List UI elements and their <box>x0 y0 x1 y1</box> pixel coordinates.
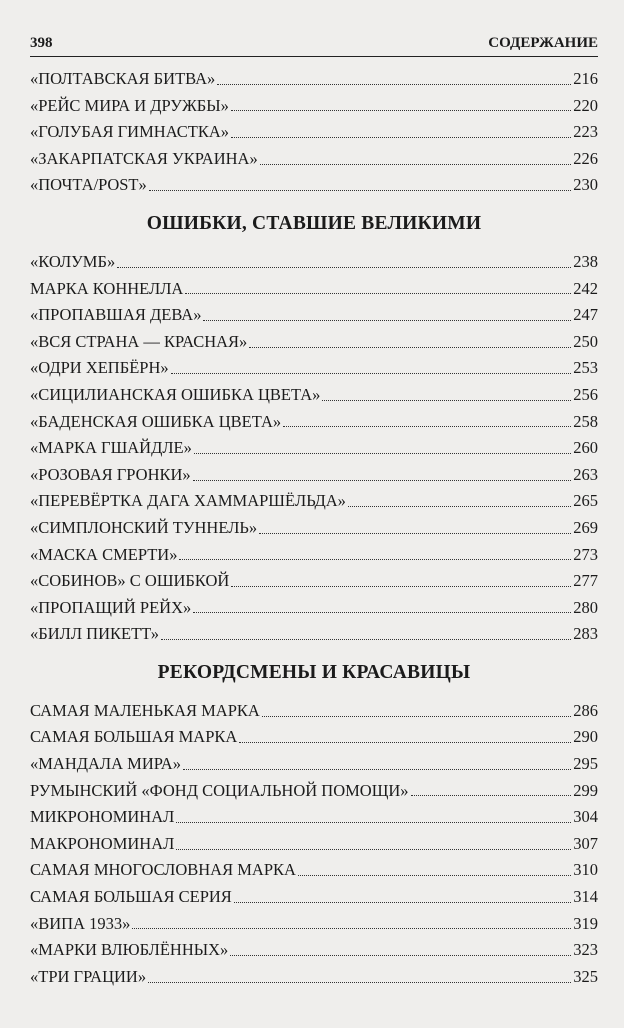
toc-entry-title: МИКРОНОМИНАЛ <box>30 807 175 827</box>
toc-entry <box>30 515 598 542</box>
toc-entry-title: САМАЯ БОЛЬШАЯ МАРКА <box>30 727 238 747</box>
toc-entry <box>30 751 598 778</box>
dot-leader <box>117 267 571 268</box>
toc-entry-title: «РОЗОВАЯ ГРОНКИ» <box>30 464 191 484</box>
toc-entry-page: 290 <box>573 727 598 747</box>
section-heading: РЕКОРДСМЕНЫ И КРАСАВИЦЫ <box>157 661 471 683</box>
toc-entry-title: «СОБИНОВ» С ОШИБКОЙ <box>30 571 230 591</box>
dot-leader <box>217 84 571 85</box>
toc-entry-title: РУМЫНСКИЙ «ФОНД СОЦИАЛЬНОЙ ПОМОЩИ» <box>30 780 409 800</box>
toc-entry <box>30 276 598 303</box>
toc-entry-page: 323 <box>573 940 598 960</box>
toc-entry <box>30 409 598 436</box>
toc-entry-title: «СИМПЛОНСКИЙ ТУННЕЛЬ» <box>30 517 258 537</box>
dot-leader <box>148 982 571 983</box>
header-rule <box>30 56 598 57</box>
toc-entry-title: «ПОЛТАВСКАЯ БИТВА» <box>30 69 216 88</box>
toc-entry-page: 256 <box>573 384 598 404</box>
toc-entry-title: «МАНДАЛА МИРА» <box>30 754 181 774</box>
toc-entry <box>30 488 598 515</box>
toc-entry <box>30 778 598 805</box>
toc-entry-title: «ОДРИ ХЕПБЁРН» <box>30 358 169 378</box>
toc-entry-title: «КОЛУМБ» <box>30 251 116 271</box>
toc-entry <box>30 355 598 382</box>
toc-entry-page: 226 <box>573 148 598 168</box>
toc-entry-title: «БИЛЛ ПИКЕТТ» <box>30 624 160 644</box>
toc-entry-title: «ВСЯ СТРАНА — КРАСНАЯ» <box>30 331 248 351</box>
toc-entry-title: МАРКА КОННЕЛЛА <box>30 278 184 298</box>
toc-entry <box>30 937 598 964</box>
dot-leader <box>260 164 572 165</box>
toc-entry <box>30 621 598 648</box>
dot-leader <box>262 716 571 717</box>
toc-entry-page: 258 <box>573 411 598 431</box>
toc-entry-title: «БАДЕНСКАЯ ОШИБКА ЦВЕТА» <box>30 411 282 431</box>
toc-entry <box>30 698 598 725</box>
toc-entry-page: 260 <box>573 438 598 458</box>
page-number: 398 <box>30 35 53 51</box>
toc-entry <box>30 382 598 409</box>
dot-leader <box>183 769 571 770</box>
dot-leader <box>230 955 571 956</box>
toc-entry-title: «ПОЧТА/POST» <box>30 175 147 195</box>
toc-entry-page: 253 <box>573 358 598 378</box>
dot-leader <box>249 347 571 348</box>
dot-leader <box>231 110 571 111</box>
toc-entry-page: 250 <box>573 331 598 351</box>
toc-entry-page: 220 <box>573 95 598 115</box>
toc-entry-title: «ПРОПАВШАЯ ДЕВА» <box>30 305 202 325</box>
toc-entry-page: 295 <box>573 754 598 774</box>
running-head <box>30 30 598 52</box>
toc-entry-title: МАКРОНОМИНАЛ <box>30 833 175 853</box>
toc-entry <box>30 66 598 93</box>
toc-entry <box>30 964 598 991</box>
toc-entry-page: 247 <box>573 305 598 325</box>
toc-entry <box>30 568 598 595</box>
toc-entry-title: «ВИПА 1933» <box>30 913 131 933</box>
dot-leader <box>149 190 572 191</box>
toc-entry <box>30 146 598 173</box>
toc-entry <box>30 857 598 884</box>
toc-entry-page: 307 <box>573 833 598 853</box>
table-of-contents <box>30 66 598 990</box>
toc-entry-page: 273 <box>573 544 598 564</box>
dot-leader <box>171 373 572 374</box>
toc-entry <box>30 119 598 146</box>
dot-leader <box>283 426 571 427</box>
toc-entry-title: «МАРКИ ВЛЮБЛЁННЫХ» <box>30 940 229 960</box>
dot-leader <box>179 559 571 560</box>
toc-entry-title: «МАРКА ГШАЙДЛЕ» <box>30 438 192 458</box>
toc-entry-page: 304 <box>573 807 598 827</box>
toc-entry-page: 263 <box>573 464 598 484</box>
dot-leader <box>176 822 571 823</box>
toc-entry-page: 216 <box>573 69 598 88</box>
dot-leader <box>231 137 571 138</box>
dot-leader <box>348 506 571 507</box>
toc-entry-page: 230 <box>573 175 598 195</box>
dot-leader <box>176 849 571 850</box>
toc-entry <box>30 302 598 329</box>
dot-leader <box>193 612 571 613</box>
toc-entry <box>30 462 598 489</box>
toc-entry-page: 283 <box>573 624 598 644</box>
toc-entry-page: 265 <box>573 491 598 511</box>
dot-leader <box>193 480 572 481</box>
dot-leader <box>194 453 571 454</box>
toc-entry-title: «МАСКА СМЕРТИ» <box>30 544 178 564</box>
dot-leader <box>234 902 571 903</box>
dot-leader <box>231 586 571 587</box>
toc-entry <box>30 329 598 356</box>
running-title: СОДЕРЖАНИЕ <box>488 35 598 51</box>
dot-leader <box>322 400 571 401</box>
section-heading: ОШИБКИ, СТАВШИЕ ВЕЛИКИМИ <box>146 212 482 234</box>
toc-entry-title: «ПРОПАЩИЙ РЕЙХ» <box>30 597 192 617</box>
toc-entry-title: САМАЯ БОЛЬШАЯ СЕРИЯ <box>30 887 232 907</box>
toc-entry-page: 286 <box>573 700 598 720</box>
toc-entry-title: САМАЯ МНОГОСЛОВНАЯ МАРКА <box>30 860 296 880</box>
dot-leader <box>161 639 571 640</box>
toc-entry <box>30 435 598 462</box>
toc-entry-title: «РЕЙС МИРА И ДРУЖБЫ» <box>30 95 229 115</box>
toc-entry <box>30 93 598 120</box>
toc-entry-title: «ТРИ ГРАЦИИ» <box>30 966 147 986</box>
toc-entry <box>30 249 598 276</box>
toc-entry <box>30 804 598 831</box>
dot-leader <box>185 293 571 294</box>
dot-leader <box>132 928 571 929</box>
toc-entry <box>30 595 598 622</box>
toc-entry-page: 314 <box>573 887 598 907</box>
toc-entry <box>30 172 598 199</box>
toc-entry-page: 242 <box>573 278 598 298</box>
dot-leader <box>259 533 571 534</box>
toc-entry <box>30 884 598 911</box>
toc-entry-title: «ЗАКАРПАТСКАЯ УКРАИНА» <box>30 148 258 168</box>
toc-entry-page: 238 <box>573 251 598 271</box>
toc-entry <box>30 724 598 751</box>
toc-entry-page: 269 <box>573 517 598 537</box>
toc-entry-title: «ГОЛУБАЯ ГИМНАСТКА» <box>30 122 230 142</box>
toc-entry-page: 280 <box>573 597 598 617</box>
toc-entry-page: 223 <box>573 122 598 142</box>
dot-leader <box>239 742 571 743</box>
toc-entry-title: «СИЦИЛИАНСКАЯ ОШИБКА ЦВЕТА» <box>30 384 321 404</box>
toc-entry-title: «ПЕРЕВЁРТКА ДАГА ХАММАРШЁЛЬДА» <box>30 491 346 511</box>
toc-entry-page: 319 <box>573 913 598 933</box>
toc-entry-page: 310 <box>573 860 598 880</box>
toc-entry <box>30 831 598 858</box>
toc-entry-page: 325 <box>573 966 598 986</box>
dot-leader <box>203 320 571 321</box>
toc-entry <box>30 911 598 938</box>
toc-entry-title: САМАЯ МАЛЕНЬКАЯ МАРКА <box>30 700 260 720</box>
toc-entry <box>30 542 598 569</box>
dot-leader <box>411 795 572 796</box>
dot-leader <box>298 875 571 876</box>
toc-entry-page: 299 <box>573 780 598 800</box>
toc-entry-page: 277 <box>573 571 598 591</box>
